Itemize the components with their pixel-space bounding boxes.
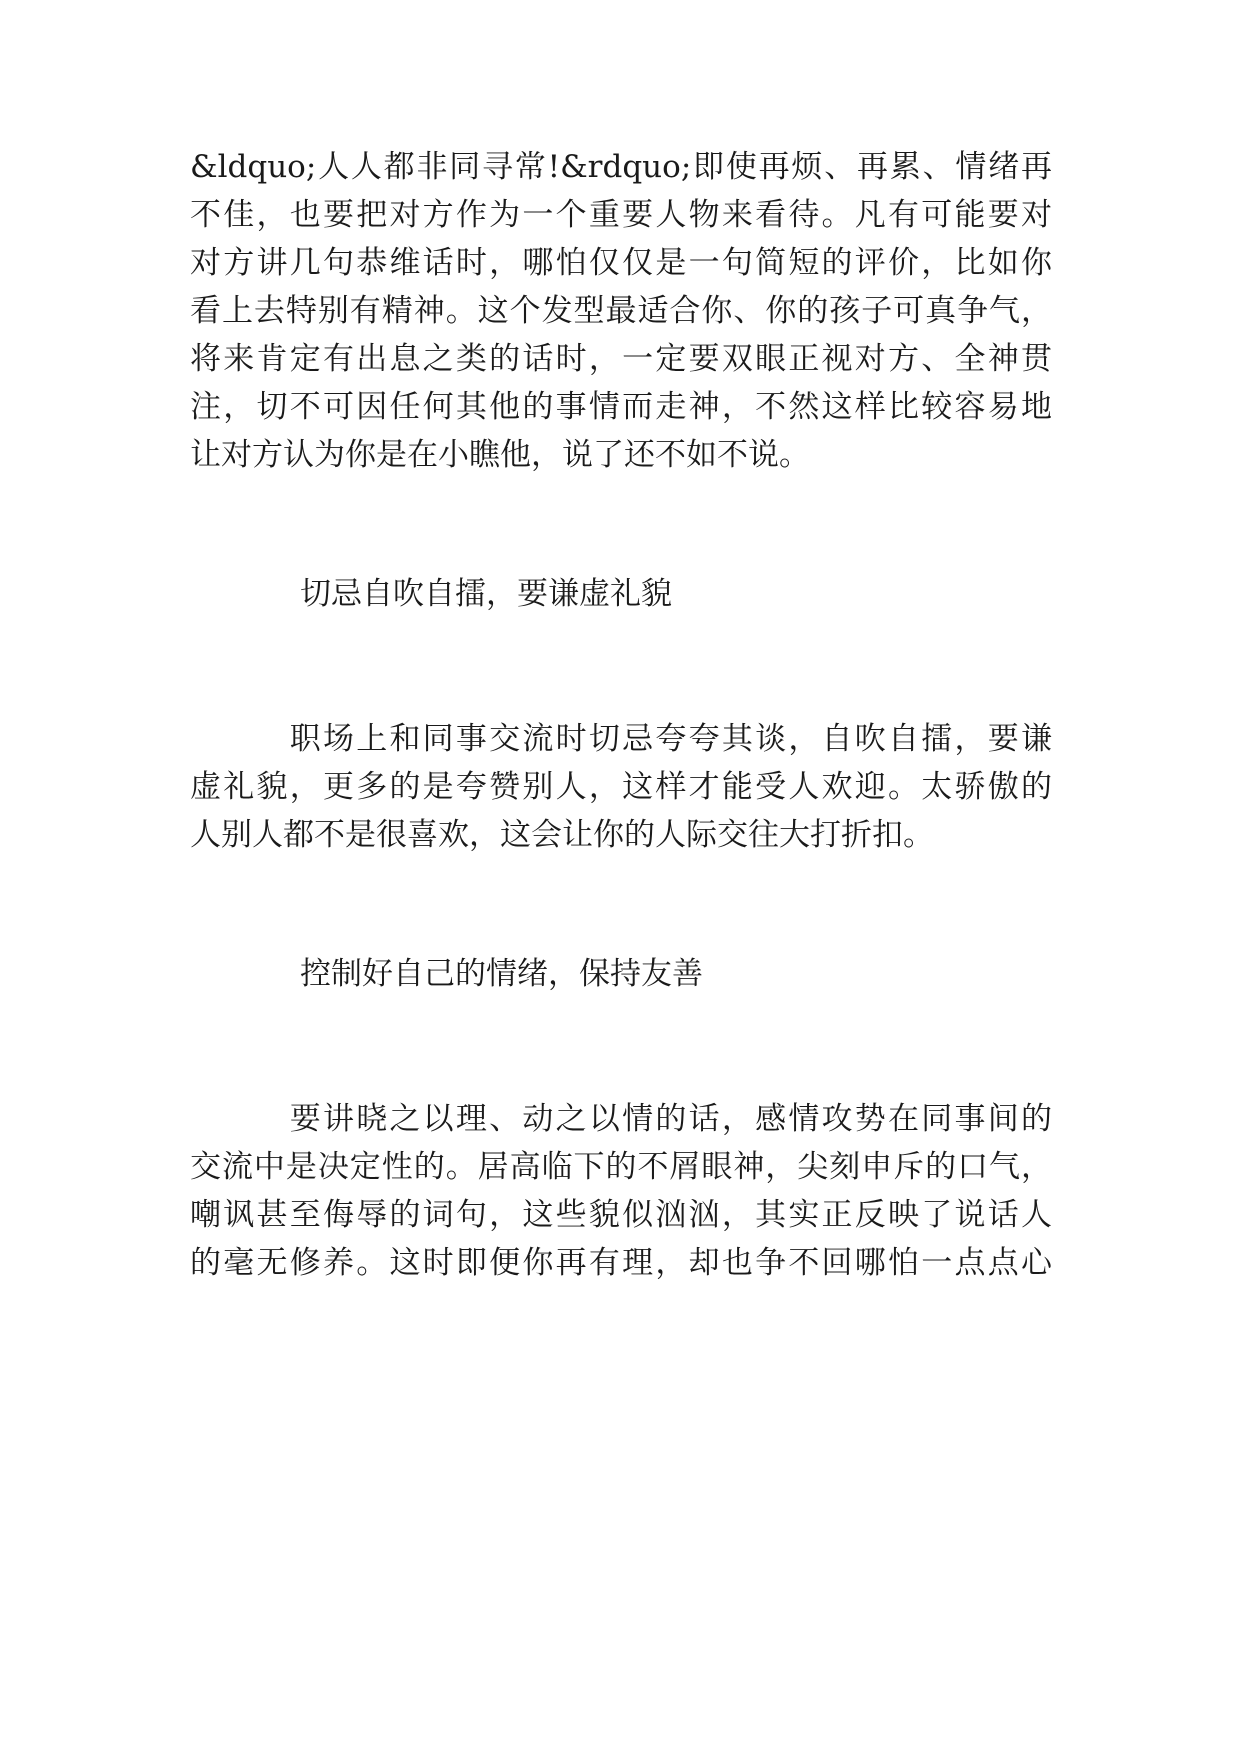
- paragraph-line: 对方讲几句恭维话时，哪怕仅仅是一句简短的评价，比如你: [190, 245, 1052, 281]
- section-heading-2: 控制好自己的情绪，保持友善: [300, 956, 703, 992]
- paragraph-line: 将来肯定有出息之类的话时，一定要双眼正视对方、全神贯: [190, 341, 1052, 377]
- section-heading-1: 切忌自吹自擂，要谦虚礼貌: [300, 576, 672, 612]
- paragraph-line: 人别人都不是很喜欢，这会让你的人际交往大打折扣。: [190, 817, 934, 853]
- paragraph-line: 让对方认为你是在小瞧他，说了还不如不说。: [190, 437, 810, 473]
- paragraph-line: 交流中是决定性的。居高临下的不屑眼神，尖刻申斥的口气，: [190, 1149, 1052, 1185]
- paragraph-line: 虚礼貌，更多的是夸赞别人，这样才能受人欢迎。太骄傲的: [190, 769, 1052, 805]
- paragraph-line: &ldquo;人人都非同寻常!&rdquo;即使再烦、再累、情绪再: [190, 149, 1052, 185]
- paragraph-line: 注，切不可因任何其他的事情而走神，不然这样比较容易地: [190, 389, 1052, 425]
- paragraph-line: 不佳，也要把对方作为一个重要人物来看待。凡有可能要对: [190, 197, 1052, 233]
- paragraph-line: 看上去特别有精神。这个发型最适合你、你的孩子可真争气，: [190, 293, 1052, 329]
- paragraph-line: 职场上和同事交流时切忌夸夸其谈，自吹自擂，要谦: [190, 721, 1052, 757]
- paragraph-line: 嘲讽甚至侮辱的词句，这些貌似汹汹，其实正反映了说话人: [190, 1197, 1052, 1233]
- paragraph-line: 要讲晓之以理、动之以情的话，感情攻势在同事间的: [190, 1101, 1052, 1137]
- paragraph-line: 的毫无修养。这时即便你再有理，却也争不回哪怕一点点心: [190, 1245, 1052, 1281]
